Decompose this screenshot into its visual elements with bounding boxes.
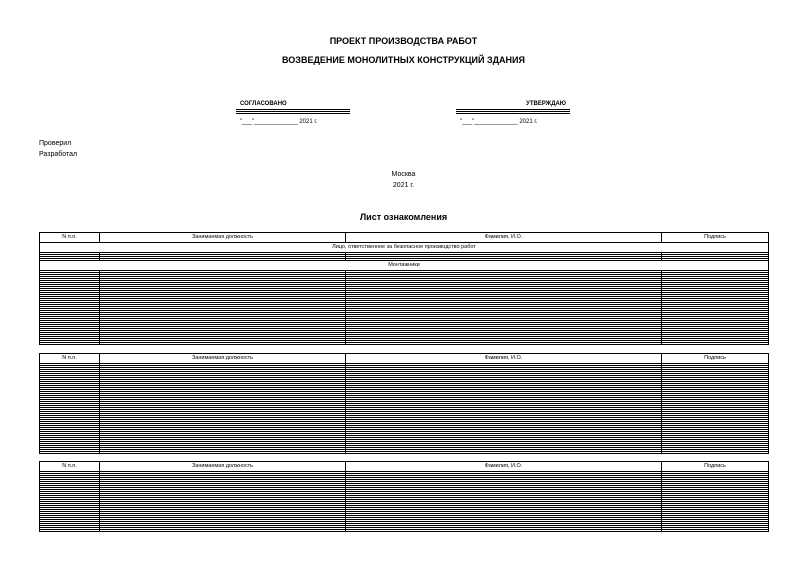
col-signature: Подпись: [662, 233, 769, 243]
agreed-block: [236, 100, 350, 125]
section-responsible: Лицо, ответственное за безопасное производство работ: [40, 243, 769, 253]
col-position: Занимаемая должность: [100, 233, 346, 243]
table-cell: [100, 452, 346, 454]
acknowledgement-table-2: [39, 353, 769, 454]
table-header: [40, 462, 769, 472]
city: Москва: [391, 171, 416, 178]
table-cell: [662, 530, 769, 532]
acknowledgement-table-3: [39, 461, 769, 532]
table-row: [40, 343, 769, 345]
col-name: Фамилия, И.О.: [346, 354, 662, 364]
table-row: [40, 530, 769, 532]
table-header: [40, 354, 769, 364]
year: 2021 г.: [392, 182, 415, 189]
checked-by-label: Проверил: [39, 140, 72, 147]
col-number: N п.п.: [40, 354, 100, 364]
section-installers-row: [40, 261, 769, 271]
document-title: ПРОЕКТ ПРОИЗВОДСТВА РАБОТ: [329, 36, 478, 46]
table-cell: [40, 452, 100, 454]
table-cell: [40, 343, 100, 345]
section-installers: Монтажники: [40, 261, 769, 271]
col-name: Фамилия, И.О.: [346, 233, 662, 243]
col-position: Занимаемая должность: [100, 462, 346, 472]
developed-by-label: Разработал: [39, 151, 78, 158]
acknowledgement-table-1: [39, 232, 769, 345]
agreed-label: СОГЛАСОВАНО: [240, 101, 287, 107]
table-row: [40, 452, 769, 454]
col-number: N п.п.: [40, 462, 100, 472]
table-cell: [100, 343, 346, 345]
approved-block: [456, 100, 570, 125]
col-signature: Подпись: [662, 354, 769, 364]
table-cell: [346, 530, 662, 532]
col-name: Фамилия, И.О.: [346, 462, 662, 472]
section-responsible-row: [40, 243, 769, 253]
agreed-date: "___"_____________ 2021 г.: [240, 119, 318, 125]
approved-label: УТВЕРЖДАЮ: [526, 101, 566, 107]
approved-signature-lines: [456, 109, 570, 114]
installer-rows: [40, 271, 769, 345]
table-cell: [346, 452, 662, 454]
table-cell: [662, 452, 769, 454]
responsible-rows: [40, 253, 769, 261]
agreed-signature-lines: [236, 109, 350, 114]
col-number: N п.п.: [40, 233, 100, 243]
acknowledgement-sheet-title: Лист ознакомления: [359, 212, 448, 222]
table-header: [40, 233, 769, 243]
approved-date: "___"_____________ 2021 г.: [460, 119, 538, 125]
document-subtitle: ВОЗВЕДЕНИЕ МОНОЛИТНЫХ КОНСТРУКЦИЙ ЗДАНИЯ: [282, 55, 525, 65]
col-signature: Подпись: [662, 462, 769, 472]
signature-rows: [40, 364, 769, 454]
table-cell: [662, 343, 769, 345]
table-cell: [100, 530, 346, 532]
table-cell: [346, 343, 662, 345]
col-position: Занимаемая должность: [100, 354, 346, 364]
signature-rows: [40, 472, 769, 532]
table-cell: [40, 530, 100, 532]
